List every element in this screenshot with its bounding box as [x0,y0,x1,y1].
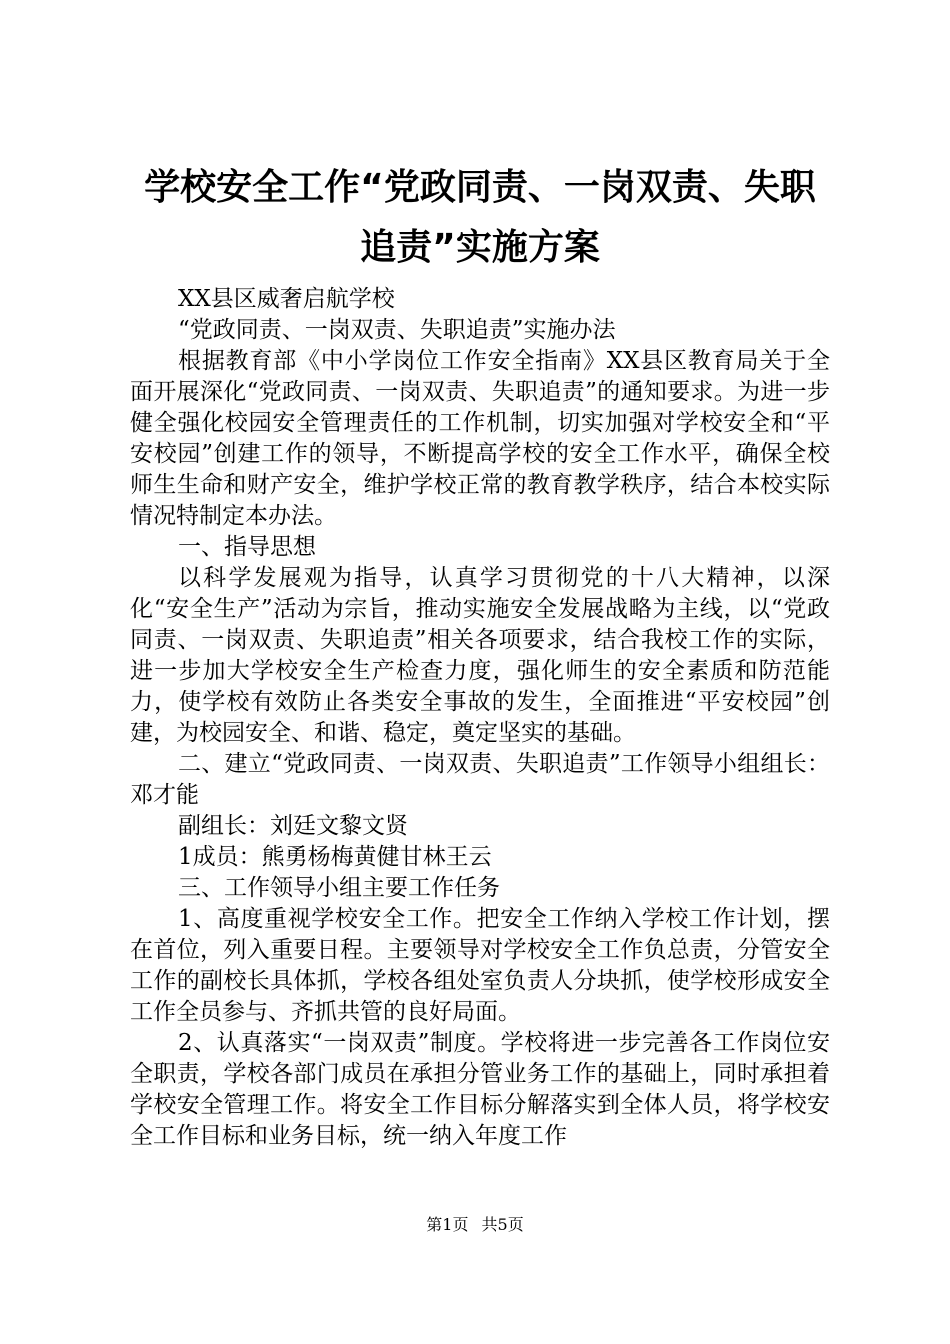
paragraph-members: 1成员：熊勇杨梅黄健甘林王云 [178,844,492,870]
section-heading-2: 二、建立“党政同责、一岗双责、失职追责”工作领导小组组长：邓才能 [130,751,830,808]
paragraph-task-1: 1、高度重视学校安全工作。把安全工作纳入学校工作计划，摆在首位，列入重要日程。主要领导对学校安全工作负总责，分管安全工作的副校长具体抓，学校各组处室负责人分块抓，使学校形成安全工作全员参与、齐抓共管的良好局面。 [130,906,830,1025]
section-heading-3: 三、工作领导小组主要工作任务 [178,875,500,901]
paragraph-deputy-leaders: 副组长：刘廷文黎文贤 [178,813,408,839]
paragraph-school-name: XX县区威奢启航学校 [178,286,395,312]
paragraph-task-2: 2、认真落实“一岗双责”制度。学校将进一步完善各工作岗位安全职责，学校各部门成员在承担分管业务工作的基础上，同时承担着学校安全管理工作。将安全工作目标分解落实到全体人员，将学校安全工作目标和业务目标，统一纳入年度工作 [130,1030,830,1149]
document-body [130,284,830,1152]
paragraph-guiding-thought: 以科学发展观为指导，认真学习贯彻党的十八大精神，以深化“安全生产”活动为宗旨，推动实施安全发展战略为主线，以“党政同责、一岗双责、失职追责”相关各项要求，结合我校工作的实际，进一步加大学校安全生产检查力度，强化师生的安全素质和防范能力，使学校有效防止各类安全事故的发生，全面推进“平安校园”创建，为校园安全、和谐、稳定，奠定坚实的基础。 [130,565,830,746]
paragraph-subtitle: “党政同责、一岗双责、失职追责”实施办法 [178,317,616,343]
paragraph-intro: 根据教育部《中小学岗位工作安全指南》XX县区教育局关于全面开展深化“党政同责、一岗双责、失职追责”的通知要求。为进一步健全强化校园安全管理责任的工作机制，切实加强对学校安全和“平安校园”创建工作的领导，不断提高学校的安全工作水平，确保全校师生生命和财产安全，维护学校正常的教育教学秩序，结合本校实际情况特制定本办法。 [130,348,830,529]
page-footer [0,1215,950,1235]
section-heading-1: 一、指导思想 [178,534,316,560]
page-number: 第1页 [426,1215,469,1234]
page-total: 共5页 [481,1215,524,1234]
document-page [130,158,830,1152]
document-title: 学校安全工作“党政同责、一岗双责、失职追责”实施方案 [144,167,816,268]
